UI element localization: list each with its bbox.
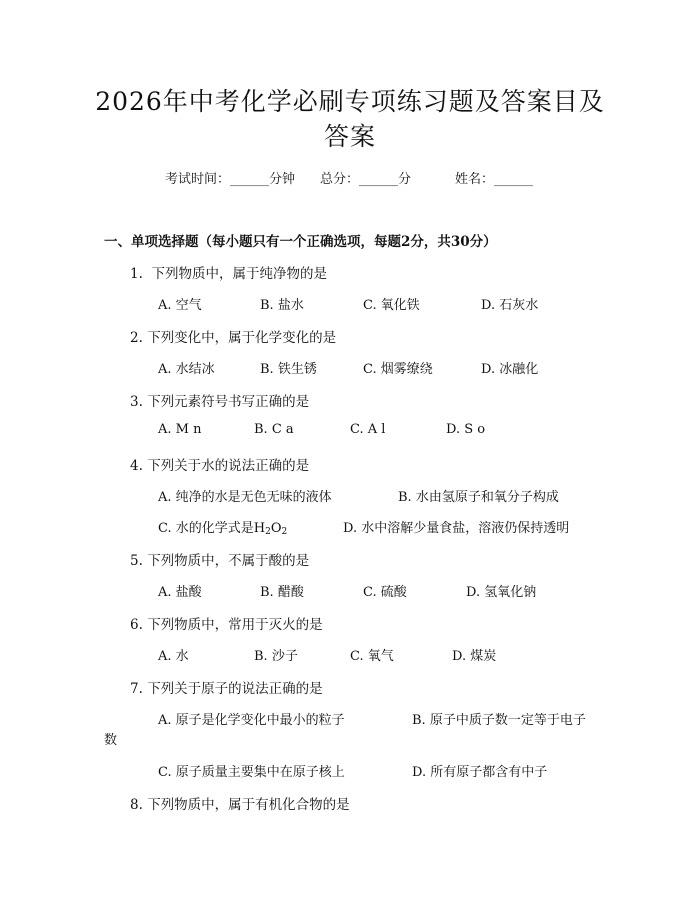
name-field: 姓名：______ — [455, 172, 534, 187]
question-text: 下列物质中，常用于灭火的是 — [147, 617, 323, 633]
section-heading: 一、单项选择题（每小题只有一个正确选项，每题2分，共30分） — [104, 234, 497, 250]
option-a: A. 水 — [158, 649, 189, 664]
question-number: 6. — [130, 617, 143, 633]
option-d: D. S o — [446, 422, 486, 437]
question-4 — [130, 454, 309, 474]
option-c: C. 原子质量主要集中在原子核上 — [158, 765, 345, 780]
option-b: B. C a — [254, 422, 294, 437]
question-number: 1. — [130, 266, 143, 282]
document-title-continued: 答案 — [323, 122, 376, 151]
question-text: 下列物质中，属于纯净物的是 — [142, 266, 327, 282]
option-a: A. 原子是化学变化中最小的粒子 — [158, 713, 345, 728]
question-text: 下列关于水的说法正确的是 — [147, 458, 310, 474]
option-c: C. A l — [350, 422, 386, 437]
option-d: D. 煤炭 — [452, 649, 497, 664]
option-a: A. 水结冰 — [158, 362, 215, 377]
option-b: B. 醋酸 — [260, 585, 304, 600]
option-b: B. 水由氢原子和氧分子构成 — [398, 490, 559, 505]
question-3 — [130, 390, 309, 410]
option-a: A. M n — [158, 422, 202, 437]
question-7 — [130, 677, 323, 697]
question-text: 下列物质中，属于有机化合物的是 — [147, 797, 350, 813]
option-b: B. 原子中质子数一定等于电子 — [412, 713, 586, 728]
exam-time-field: 考试时间：______分钟 — [165, 172, 296, 187]
option-d: D. 所有原子都含有中子 — [412, 765, 548, 780]
option-b: B. 沙子 — [254, 649, 298, 664]
question-text: 下列物质中，不属于酸的是 — [147, 553, 310, 569]
water-formula: $H_2O_2$ — [253, 521, 288, 537]
question-text: 下列变化中，属于化学变化的是 — [147, 330, 337, 346]
option-b: B. 铁生锈 — [260, 362, 317, 377]
question-6 — [130, 613, 323, 633]
option-c: C. 硫酸 — [363, 585, 407, 600]
option-d: D. 冰融化 — [481, 362, 539, 377]
question-5 — [130, 549, 309, 569]
question-8 — [130, 793, 350, 813]
option-d: D. 氢氧化钠 — [466, 585, 537, 600]
document-title: 2026年中考化学必刷专项练习题及答案目及 — [95, 87, 605, 116]
question-1 — [130, 262, 327, 282]
question-number: 7. — [130, 681, 143, 697]
total-score-field: 总分：______分 — [320, 172, 412, 187]
question-number: 8. — [130, 797, 143, 813]
question-number: 4. — [130, 458, 143, 474]
question-number: 5. — [130, 553, 143, 569]
option-c: C. 烟雾缭绕 — [363, 362, 433, 377]
question-text: 下列元素符号书写正确的是 — [147, 394, 310, 410]
option-b: B. 盐水 — [260, 298, 304, 313]
option-a: A. 纯净的水是无色无味的液体 — [158, 490, 332, 505]
question-text: 下列关于原子的说法正确的是 — [147, 681, 323, 697]
option-b-wrap: 数 — [104, 733, 118, 748]
option-a: A. 盐酸 — [158, 585, 202, 600]
question-number: 3. — [130, 394, 143, 410]
question-number: 2. — [130, 330, 143, 346]
option-c: C. 氧化铁 — [363, 298, 420, 313]
option-c: C. 水的化学式是$H_2O_2$ — [158, 521, 288, 537]
option-d: D. 水中溶解少量食盐，溶液仍保持透明 — [343, 521, 570, 536]
question-2 — [130, 326, 336, 346]
option-a: A. 空气 — [158, 298, 202, 313]
option-c: C. 氧气 — [350, 649, 394, 664]
option-d: D. 石灰水 — [481, 298, 539, 313]
